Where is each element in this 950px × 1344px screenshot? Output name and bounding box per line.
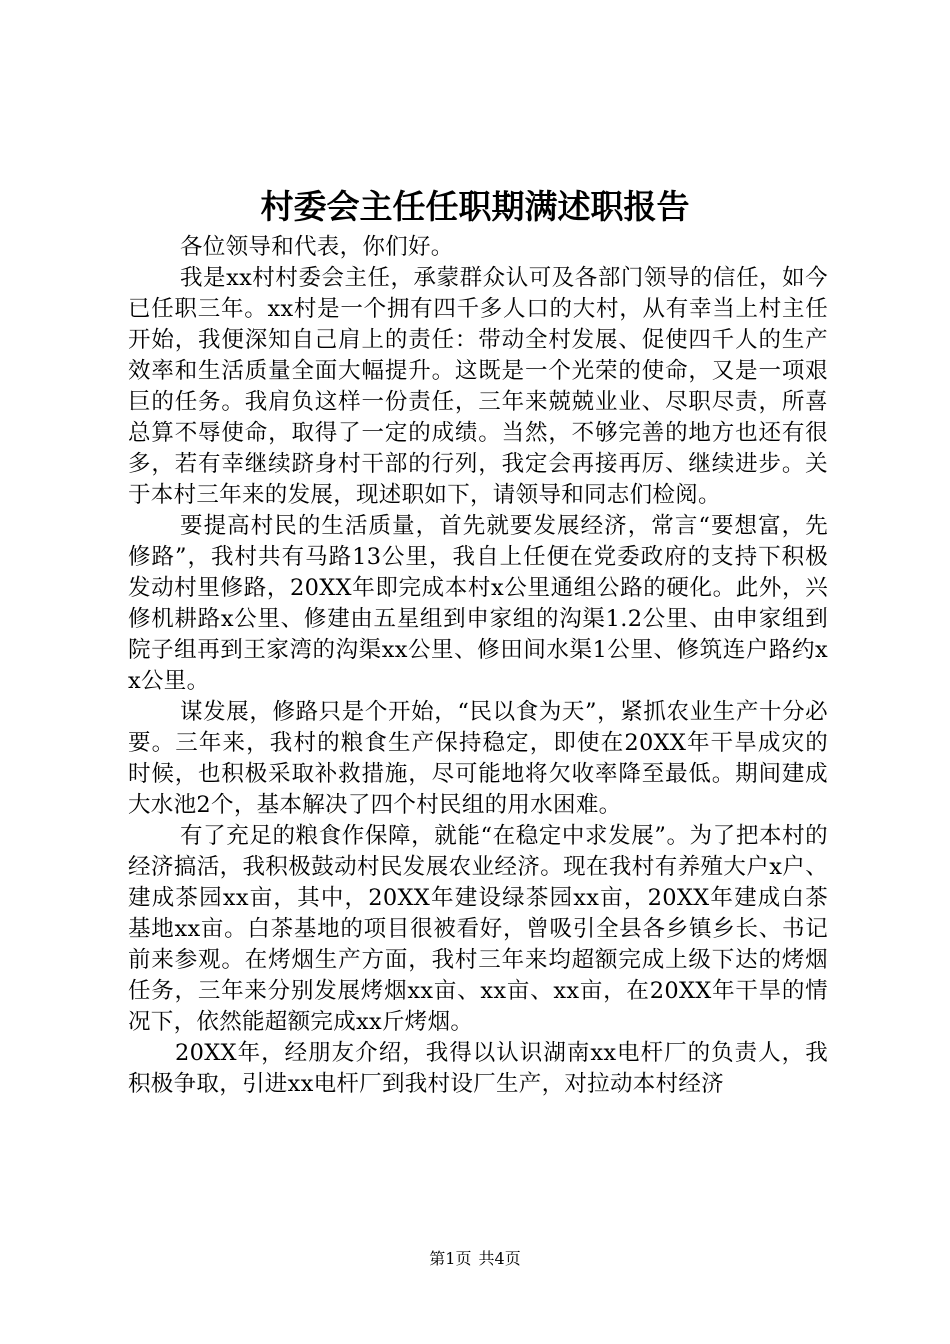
paragraph-agriculture: 谋发展，修路只是个开始，“民以食为天”，紧抓农业生产十分必要。三年来，我村的粮食生产保持稳定，即使在20XX年干旱成灾的时候，也积极采取补救措施，尽可能地将欠收率降至最低。期间建成大水池2个，基本解决了四个村民组的用水困难。 [128,699,828,818]
page-total: 共4页 [478,1249,521,1268]
paragraph-factory: 20XX年，经朋友介绍，我得以认识湖南xx电杆厂的负责人，我积极争取，引进xx电杆厂到我村设厂生产，对拉动本村经济 [128,1040,828,1097]
page-number: 第1页 [429,1249,472,1268]
paragraph-economy: 有了充足的粮食作保障，就能“在稳定中求发展”。为了把本村的经济搞活，我积极鼓动村民发展农业经济。现在我村有养殖大户x户、建成茶园xx亩，其中，20XX年建设绿茶园xx亩，20XX年建成白茶基地xx亩。白茶基地的项目很被看好，曾吸引全县各乡镇乡长、书记前来参观。在烤烟生产方面，我村三年来均超额完成上级下达的烤烟任务，三年来分别发展烤烟xx亩、xx亩、xx亩，在20XX年干旱的情况下，依然能超额完成xx斤烤烟。 [128,823,828,1035]
paragraph-road-building: 要提高村民的生活质量，首先就要发展经济，常言“要想富，先修路”，我村共有马路13公里，我自上任便在党委政府的支持下积极发动村里修路，20XX年即完成本村x公里通组公路的硬化。此外，兴修机耕路x公里、修建由五星组到申家组的沟渠1.2公里、由申家组到院子组再到王家湾的沟渠xx公里、修田间水渠1公里、修筑连户路约xx公里。 [128,513,828,694]
paragraph-greeting: 各位领导和代表，你们好。 [180,234,454,260]
document-title: 村委会主任任职期满述职报告 [260,187,690,226]
paragraph-introduction: 我是xx村村委会主任，承蒙群众认可及各部门领导的信任，如今已任职三年。xx村是一个拥有四千多人口的大村，从有幸当上村主任开始，我便深知自己肩上的责任：带动全村发展、促使四千人的生产效率和生活质量全面大幅提升。这既是一个光荣的使命，又是一项艰巨的任务。我肩负这样一份责任，三年来兢兢业业、尽职尽责，所喜总算不辱使命，取得了一定的成绩。当然，不够完善的地方也还有很多，若有幸继续跻身村干部的行列，我定会再接再厉、继续进步。关于本村三年来的发展，现述职如下，请领导和同志们检阅。 [128,265,828,508]
document-body [128,232,828,1100]
page-footer [0,1248,950,1270]
